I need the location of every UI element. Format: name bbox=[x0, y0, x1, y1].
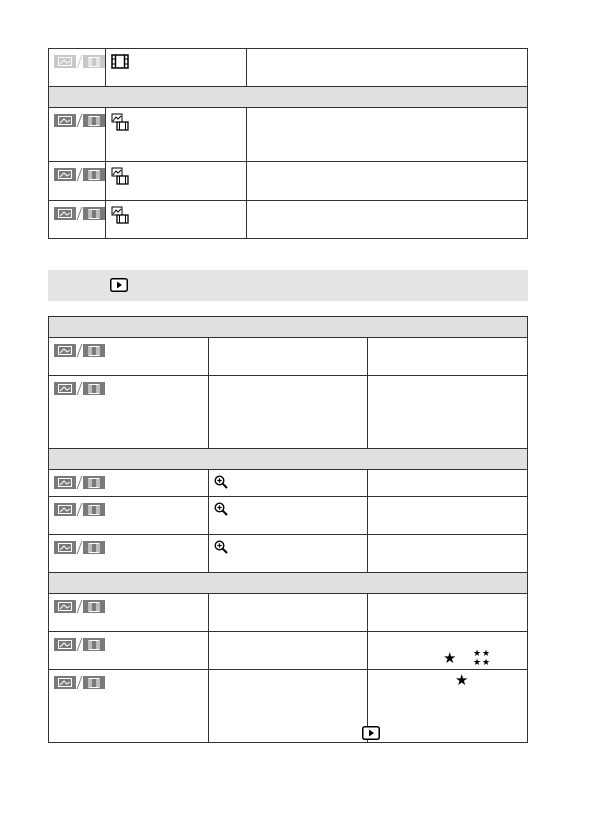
mode-cell bbox=[49, 470, 209, 497]
mode-badge-icon bbox=[54, 600, 105, 613]
section-header bbox=[49, 573, 528, 594]
star-icon: ★ bbox=[443, 650, 457, 667]
star-icon: ★ bbox=[455, 672, 469, 689]
section-header-row bbox=[49, 573, 528, 594]
mode-badge-icon bbox=[54, 541, 105, 554]
description-cell bbox=[368, 670, 528, 743]
setting-cell bbox=[106, 49, 247, 87]
mode-cell bbox=[49, 108, 106, 162]
photo-film-icon bbox=[111, 206, 129, 224]
photo-film-icon bbox=[111, 167, 129, 185]
description-cell bbox=[368, 594, 528, 632]
section-header-row bbox=[49, 449, 528, 470]
table-row bbox=[49, 535, 528, 573]
mode-cell bbox=[49, 201, 106, 239]
svg-text:★: ★ bbox=[482, 649, 491, 659]
playback-section-bar bbox=[48, 270, 528, 301]
multi-star-icon bbox=[472, 648, 492, 668]
setting-cell bbox=[208, 632, 368, 670]
section-header-row bbox=[49, 87, 528, 108]
table-row bbox=[49, 201, 528, 239]
mode-badge-icon bbox=[54, 676, 105, 689]
mode-badge-icon bbox=[54, 344, 105, 357]
table-row bbox=[49, 376, 528, 449]
setting-cell bbox=[208, 670, 368, 743]
description-cell bbox=[368, 376, 528, 449]
mode-cell bbox=[49, 497, 209, 535]
mode-cell bbox=[49, 594, 209, 632]
mode-badge-icon bbox=[54, 207, 105, 220]
setting-cell bbox=[208, 376, 368, 449]
mode-cell bbox=[49, 376, 209, 449]
svg-text:★: ★ bbox=[473, 658, 482, 668]
photo-film-icon bbox=[111, 113, 129, 131]
table-row bbox=[49, 49, 528, 87]
description-cell bbox=[247, 162, 528, 201]
upper-table bbox=[48, 48, 528, 239]
setting-cell bbox=[106, 108, 247, 162]
playback-button-icon bbox=[110, 278, 128, 292]
mode-cell bbox=[49, 338, 209, 376]
description-cell bbox=[247, 49, 528, 87]
description-cell bbox=[368, 497, 528, 535]
description-cell bbox=[368, 535, 528, 573]
section-header bbox=[49, 87, 528, 108]
mode-cell bbox=[49, 49, 106, 87]
setting-cell bbox=[208, 470, 368, 497]
mode-cell bbox=[49, 535, 209, 573]
mode-badge-icon bbox=[54, 638, 105, 651]
mode-cell bbox=[49, 162, 106, 201]
setting-cell bbox=[208, 338, 368, 376]
table-row bbox=[49, 594, 528, 632]
mode-cell bbox=[49, 670, 209, 743]
description-cell bbox=[368, 338, 528, 376]
mode-badge-icon bbox=[54, 114, 105, 127]
table-row bbox=[49, 497, 528, 535]
mode-badge-icon bbox=[54, 55, 105, 68]
mode-cell bbox=[49, 632, 209, 670]
mode-badge-icon bbox=[54, 382, 105, 395]
svg-text:★: ★ bbox=[473, 649, 482, 659]
table-row bbox=[49, 162, 528, 201]
setting-cell bbox=[208, 535, 368, 573]
svg-text:★: ★ bbox=[482, 658, 491, 668]
section-header bbox=[49, 449, 528, 470]
section-header-row bbox=[49, 317, 528, 338]
table-row bbox=[49, 470, 528, 497]
zoom-in-icon bbox=[214, 475, 228, 489]
table-row bbox=[49, 108, 528, 162]
zoom-in-icon bbox=[214, 502, 228, 516]
setting-cell bbox=[106, 201, 247, 239]
film-icon bbox=[111, 54, 129, 69]
description-cell bbox=[247, 108, 528, 162]
mode-badge-icon bbox=[54, 476, 105, 489]
setting-cell bbox=[208, 594, 368, 632]
table-row bbox=[49, 338, 528, 376]
mode-badge-icon bbox=[54, 168, 105, 181]
mode-badge-icon bbox=[54, 503, 105, 516]
setting-cell bbox=[106, 162, 247, 201]
description-cell bbox=[247, 201, 528, 239]
zoom-in-icon bbox=[214, 540, 228, 554]
playback-button-icon bbox=[362, 726, 380, 740]
description-cell bbox=[368, 470, 528, 497]
section-header bbox=[49, 317, 528, 338]
setting-cell bbox=[208, 497, 368, 535]
